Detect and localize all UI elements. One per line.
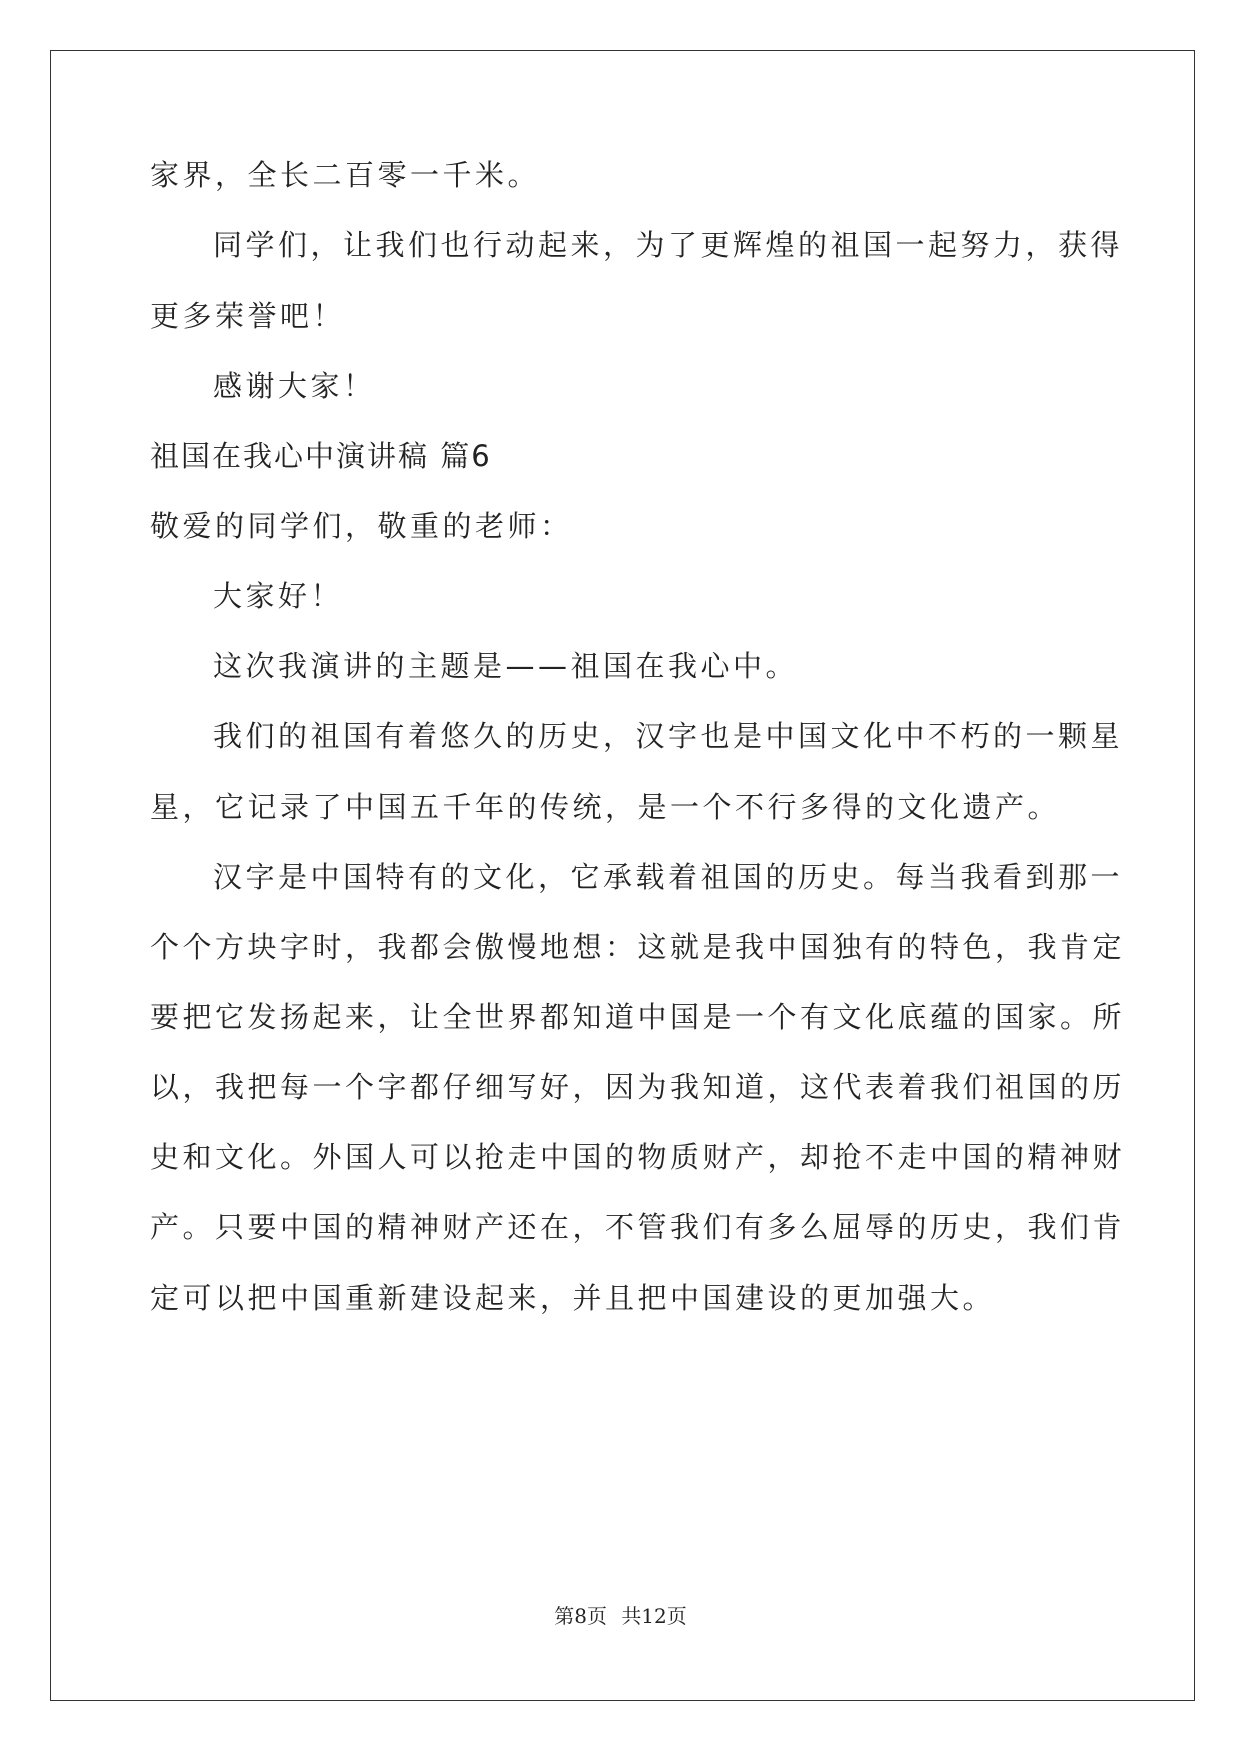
text-line: 要把它发扬起来，让全世界都知道中国是一个有文化底蕴的国家。所 (150, 1000, 1126, 1034)
page-total: 共12页 (621, 1604, 687, 1628)
text-line: 个个方块字时，我都会傲慢地想：这就是我中国独有的特色，我肯定 (150, 930, 1126, 964)
text-line: 以，我把每一个字都仔细写好，因为我知道，这代表着我们祖国的历 (150, 1070, 1126, 1104)
text-line: 产。只要中国的精神财产还在，不管我们有多么屈辱的历史，我们肯 (150, 1210, 1126, 1244)
text-line: 这次我演讲的主题是——祖国在我心中。 (213, 649, 799, 683)
text-line: 汉字是中国特有的文化，它承载着祖国的历史。每当我看到那一 (213, 860, 1124, 894)
text-line: 感谢大家！ (213, 369, 376, 403)
salutation: 敬爱的同学们，敬重的老师： (150, 509, 573, 543)
text-line: 定可以把中国重新建设起来，并且把中国建设的更加强大。 (150, 1281, 996, 1315)
page-footer (0, 1600, 1241, 1629)
text-line: 史和文化。外国人可以抢走中国的物质财产，却抢不走中国的精神财 (150, 1140, 1126, 1174)
text-line: 我们的祖国有着悠久的历史，汉字也是中国文化中不朽的一颗星 (213, 719, 1124, 753)
text-line: 更多荣誉吧！ (150, 299, 346, 333)
text-line: 同学们，让我们也行动起来，为了更辉煌的祖国一起努力，获得 (213, 228, 1124, 262)
greeting: 大家好！ (213, 579, 344, 613)
text-line: 星，它记录了中国五千年的传统，是一个不行多得的文化遗产。 (150, 790, 1061, 824)
text-line: 家界，全长二百零一千米。 (150, 158, 541, 192)
page-number: 第8页 (554, 1604, 607, 1628)
section-heading: 祖国在我心中演讲稿 篇6 (150, 439, 492, 473)
